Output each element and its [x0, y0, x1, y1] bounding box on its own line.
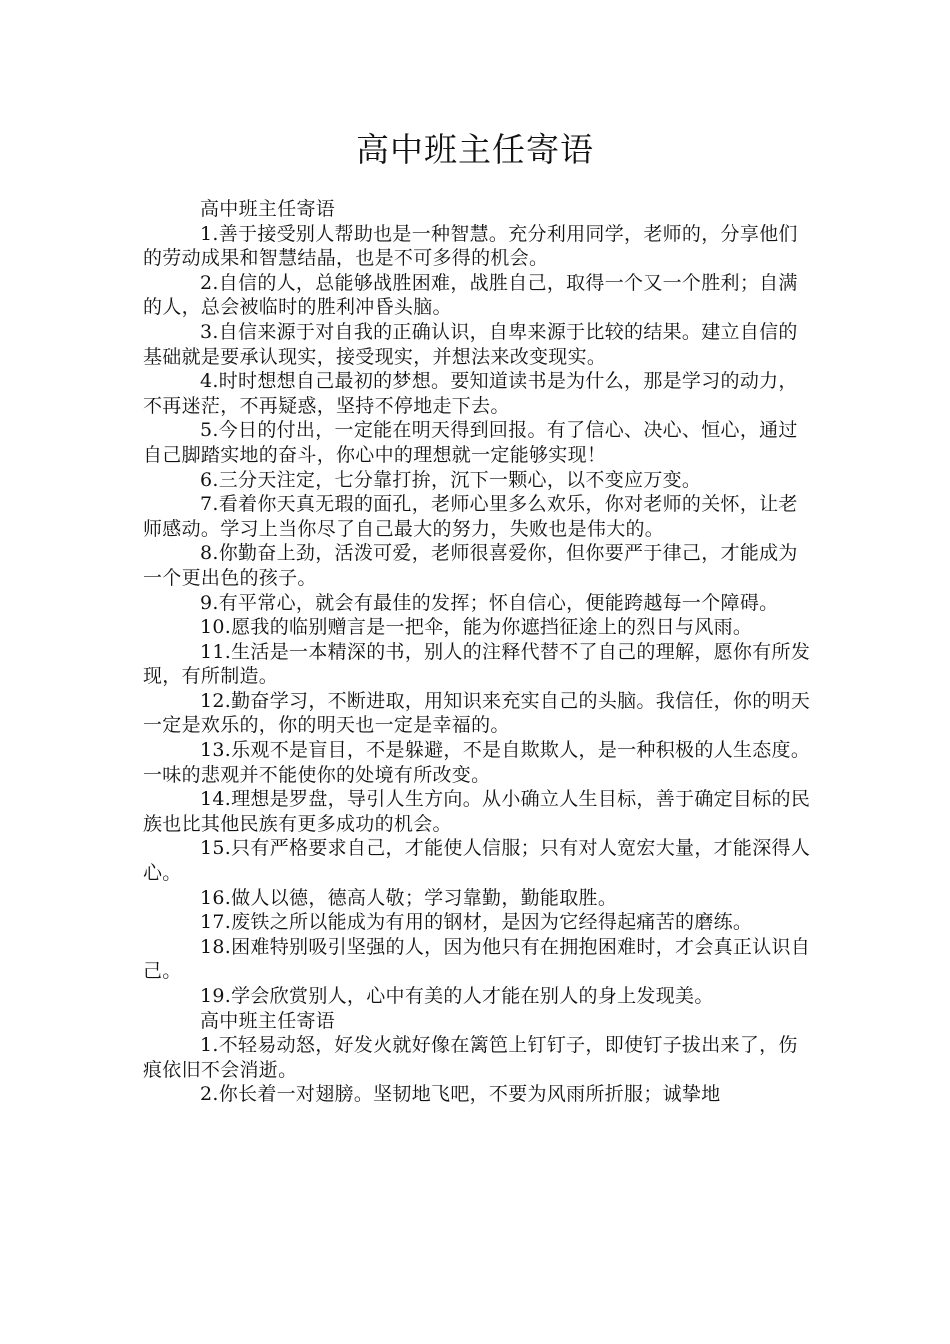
- paragraph: 4.时时想想自己最初的梦想。要知道读书是为什么，那是学习的动力，不再迷茫，不再疑惑，坚持不停地走下去。: [143, 370, 798, 417]
- paragraph: 1.不轻易动怒，好发火就好像在篱笆上钉钉子，即使钉子拔出来了，伤痕依旧不会消逝。: [143, 1034, 798, 1081]
- paragraph: 17.废铁之所以能成为有用的钢材，是因为它经得起痛苦的磨练。: [200, 911, 753, 934]
- paragraph: 3.自信来源于对自我的正确认识，自卑来源于比较的结果。建立自信的基础就是要承认现实，接受现实，并想法来改变现实。: [143, 320, 798, 368]
- paragraph: 2.你长着一对翅膀。坚韧地飞吧，不要为风雨所折服；诚挚地: [200, 1083, 721, 1106]
- paragraph: 16.做人以德，德高人敬；学习靠勤，勤能取胜。: [200, 886, 618, 909]
- paragraph: 6.三分天注定，七分靠打拚，沉下一颗心，以不变应万变。: [200, 468, 702, 491]
- paragraph: 14.理想是罗盘，导引人生方向。从小确立人生目标，善于确定目标的民族也比其他民族有更多成功的机会。: [143, 788, 811, 835]
- paragraph: 12.勤奋学习，不断进取，用知识来充实自己的头脑。我信任，你的明天一定是欢乐的，你的明天也一定是幸福的。: [143, 689, 811, 737]
- paragraph: 2.自信的人，总能够战胜困难，战胜自己，取得一个又一个胜利；自满的人，总会被临时的胜利冲昏头脑。: [143, 271, 798, 319]
- paragraph: 19.学会欣赏别人，心中有美的人才能在别人的身上发现美。: [200, 985, 714, 1007]
- paragraph: 8.你勤奋上劲，活泼可爱，老师很喜爱你，但你要严于律己，才能成为一个更出色的孩子。: [143, 542, 798, 589]
- paragraph: 11.生活是一本精深的书，别人的注释代替不了自己的理解，愿你有所发现，有所制造。: [143, 640, 811, 688]
- paragraph: 1.善于接受别人帮助也是一种智慧。充分利用同学，老师的，分享他们的劳动成果和智慧结晶，也是不可多得的机会。: [143, 222, 798, 270]
- paragraph: 高中班主任寄语: [200, 198, 336, 220]
- paragraph: 13.乐观不是盲目，不是躲避，不是自欺欺人，是一种积极的人生态度。一味的悲观并不能使你的处境有所改变。: [143, 739, 811, 786]
- document-title: 高中班主任寄语: [356, 130, 594, 169]
- paragraph: 7.看着你天真无瑕的面孔，老师心里多么欢乐，你对老师的关怀，让老师感动。学习上当你尽了自己最大的努力，失败也是伟大的。: [143, 493, 798, 540]
- paragraph: 10.愿我的临别赠言是一把伞，能为你遮挡征途上的烈日与风雨。: [200, 616, 753, 639]
- paragraph: 5.今日的付出，一定能在明天得到回报。有了信心、决心、恒心，通过自己脚踏实地的奋斗，你心中的理想就一定能够实现！: [143, 419, 798, 466]
- paragraph: 18.困难特别吸引坚强的人，因为他只有在拥抱困难时，才会真正认识自己。: [143, 935, 811, 983]
- paragraph: 15.只有严格要求自己，才能使人信服；只有对人宽宏大量，才能深得人心。: [143, 837, 811, 885]
- paragraph: 9.有平常心，就会有最佳的发挥；怀自信心，便能跨越每一个障碍。: [200, 591, 779, 614]
- document-body: [143, 197, 813, 1107]
- paragraph: 高中班主任寄语: [200, 1009, 336, 1032]
